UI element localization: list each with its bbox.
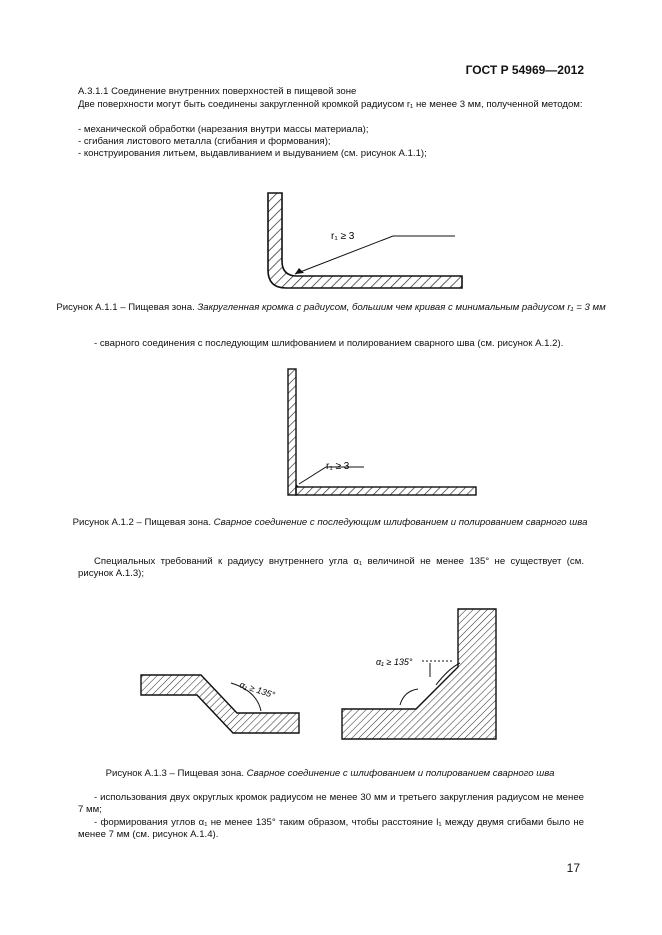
welding-item: - сварного соединения с последующим шлифованием и полированием сварного шва (см. рисунок А.1.2). [94,338,564,349]
radius-label: r₁ ≥ 3 [331,231,355,242]
figure2-caption: Рисунок А.1.2 – Пищевая зона. Сварное соединение с последующим шлифованием и полированием сварного шва [72,517,588,528]
figure3-caption: Рисунок А.1.3 – Пищевая зона. Сварное соединение с шлифованием и полированием сварного шва [105,768,555,779]
document-header: ГОСТ Р 54969—2012 [465,63,584,77]
figure1-caption: Рисунок А.1.1 – Пищевая зона. Закругленная кромка с радиусом, большим чем кривая с минимальным радиусом r₁ = 3 мм [56,302,606,313]
final-item: - использования двух округлых кромок радиусом не менее 30 мм и третьего закругления радиусом не менее 7 мм; [78,792,584,816]
final-item: - формирования углов α₁ не менее 135° таким образом, чтобы расстояние l₁ между двумя сгибами было не менее 7 мм (см. рисунок А.1.4). [78,817,584,841]
figure-obtuse-angle-right [338,603,503,743]
page-number: 17 [566,861,580,875]
radius-label: r₁ ≥ 3 [326,461,350,472]
figure-obtuse-angle-left [135,655,305,740]
angle-paragraph: Специальных требований к радиусу внутреннего угла α₁ величиной не менее 135° не существует (см. рисунок А.1.3); [78,556,584,580]
angle-label: α₁ ≥ 135° [238,679,277,701]
section-heading: А.3.1.1 Соединение внутренних поверхностей в пищевой зоне [78,86,357,97]
method-item: - сгибания листового металла (сгибания и формования); [78,136,331,147]
intro-paragraph: Две поверхности могут быть соединены закругленной кромкой радиусом r₁ не менее 3 мм, полученной методом: [78,99,583,110]
angle-label: α₁ ≥ 135° [376,657,413,667]
figure-rounded-edge [255,185,475,295]
method-item: - конструирования литьем, выдавливанием и выдуванием (см. рисунок А.1.1); [78,148,427,159]
figure-welded-joint [282,365,482,505]
method-item: - механической обработки (нарезания внутри массы материала); [78,124,369,135]
